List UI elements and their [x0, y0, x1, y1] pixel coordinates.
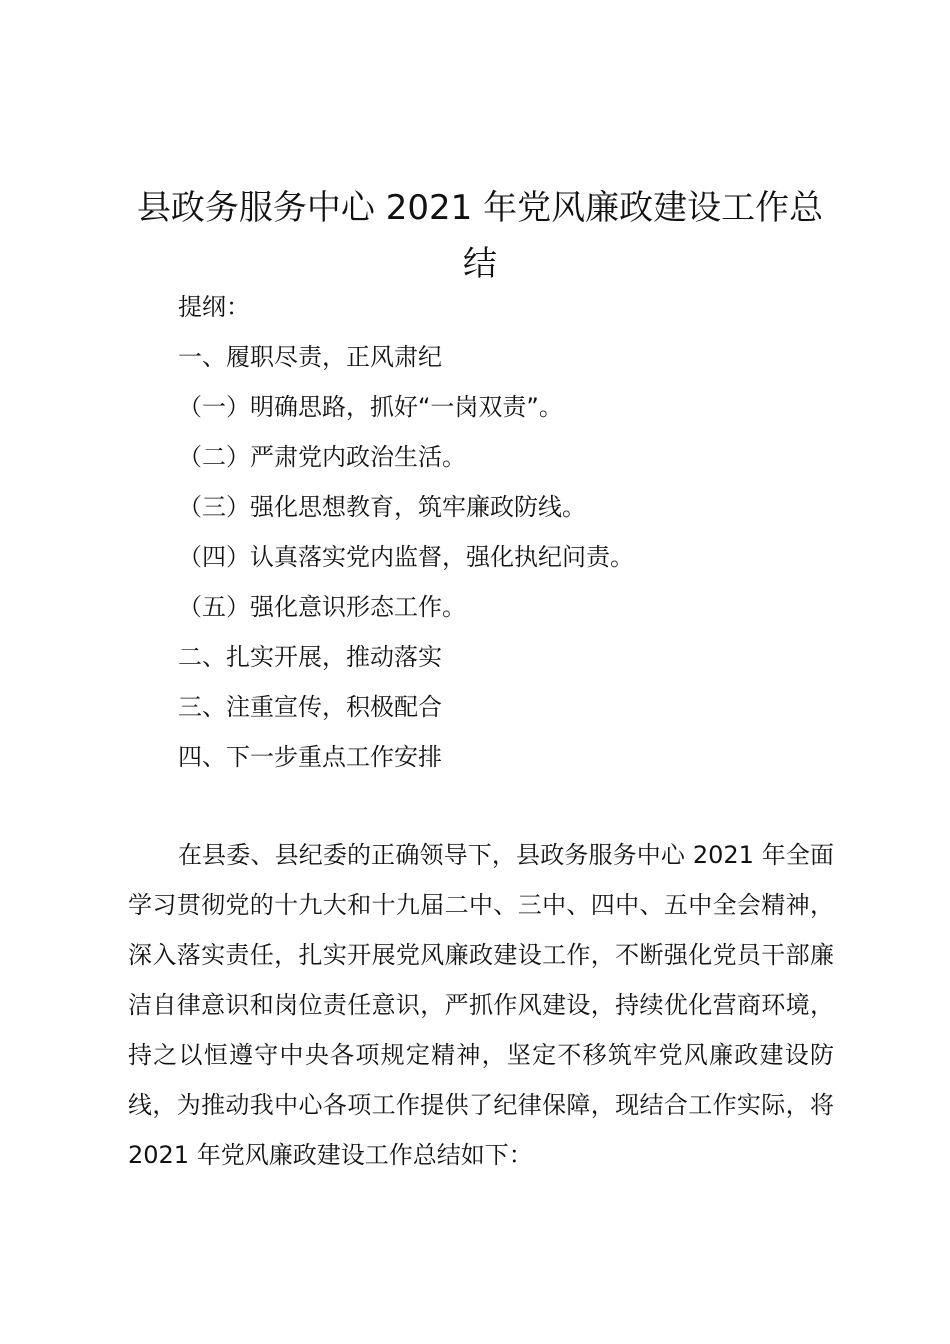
outline-heading: 提纲： — [178, 293, 250, 321]
outline-item: 四、下一步重点工作安排 — [178, 743, 442, 771]
title-line-1: 县政务服务中心 2021 年党风廉政建设工作总 — [136, 188, 824, 228]
outline-item: （一）明确思路，抓好“一岗双责”。 — [178, 393, 563, 421]
outline-item: 三、注重宣传，积极配合 — [178, 693, 442, 721]
outline-item: （四）认真落实党内监督，强化执纪问责。 — [178, 543, 634, 571]
outline-item: （三）强化思想教育，筑牢廉政防线。 — [178, 493, 586, 521]
outline-section — [178, 282, 858, 782]
outline-item: 一、履职尽责，正风肃纪 — [178, 343, 442, 371]
outline-item: （二）严肃党内政治生活。 — [178, 443, 466, 471]
outline-item: 二、扎实开展，推动落实 — [178, 643, 442, 671]
document-title — [120, 180, 840, 292]
body-paragraph: 在县委、县纪委的正确领导下，县政务服务中心 2021 年全面学习贯彻党的十九大和十九届二中、三中、四中、五中全会精神，深入落实责任，扎实开展党风廉政建设工作，不断强化党员干部廉洁自律意识和岗位责任意识，严抓作风建设，持续优化营商环境，持之以恒遵守中央各项规定精神，坚定不移筑牢党风廉政建设防线，为推动我中心各项工作提供了纪律保障，现结合工作实际，将 2021 年党风廉政建设工作总结如下： — [128, 841, 834, 1169]
outline-item: （五）强化意识形态工作。 — [178, 593, 466, 621]
title-line-2: 结 — [463, 244, 497, 284]
